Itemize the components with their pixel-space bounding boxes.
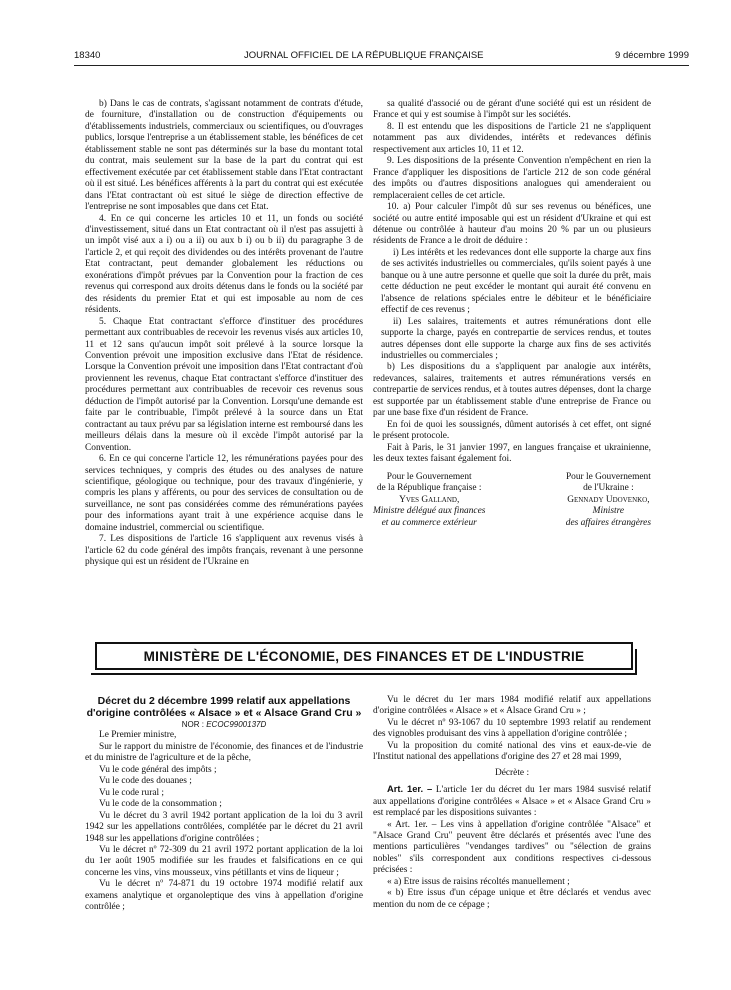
paragraph: b) Dans le cas de contrats, s'agissant notamment de contrats d'étude, de fourniture, d'installation ou de construction d'équipements ou d'établissements industriels, commerciaux ou scientifiques, ou d'ouvrages publics, lorsque l'entreprise a un établissement stable, les bénéfices de cet établissement stable ne sont pas déterminés sur la base du montant total du contrat, mais seulement sur la base de la part du contrat qui est effectivement exécutée par cet établissement stable dans l'Etat contractant où il est situé. Les bénéfices afférents à la part du contrat qui est exécutée dans l'Etat contractant où est situé le siège de direction effective de l'entreprise ne sont imposables que dans cet Etat.: [85, 99, 363, 213]
issue-date: 9 décembre 1999: [615, 50, 689, 61]
page-header: [74, 50, 689, 64]
protocol-right-column: [373, 99, 651, 529]
nor-label: NOR :: [181, 720, 204, 729]
article-1-item: « a) Etre issus de raisins récoltés manuellement ;: [387, 876, 570, 887]
paragraph: Vu le code général des impôts ;: [99, 764, 217, 775]
paragraph: 10. a) Pour calculer l'impôt dû sur ses revenus ou bénéfices, une société ou autre entité imposable qui est un résident d'Ukraine et qui est détenue ou contrôlée à hauteur d'au moins 20 % par un ou plusieurs résidents de France a le droit de déduire :: [373, 202, 651, 247]
paragraph: sa qualité d'associé ou de gérant d'une société qui est un résident de France et qui y est soumise à l'impôt sur les sociétés.: [373, 99, 651, 121]
article-1-text: L'article 1er du décret du 1er mars 1984 susvisé relatif aux appellations d'origine contrôlées « Alsace » et « Alsace Grand Cru » est remplacé par les dispositions suivantes :: [373, 785, 651, 819]
paragraph: 4. En ce qui concerne les articles 10 et 11, un fonds ou société d'investissement, situé dans un Etat contractant où il n'est pas assujetti à un impôt visé aux a i) ou a ii) ou aux b i) ou b ii) du paragraphe 3 de l'article 2, et qui reçoit des dividendes ou des intérêts provenant de l'autre Etat contractant, peut demander globalement les réductions ou exonérations d'impôt prévues par la Convention pour la fraction de ces revenus qui correspond aux droits détenus dans le fonds ou la société par des résidents du premier Etat et qui est imposable au nom de ces résidents.: [85, 213, 363, 316]
sub-item: i) Les intérêts et les redevances dont elle supporte la charge aux fins de ses activités industrielles ou commerciales, qu'ils soient payés à une banque ou à une autre personne et quelle que soit la durée du prêt, mais cette déduction ne peut excéder le montant qui aurait été convenu en l'absence de relations spéciales entre le débiteur et le bénéficiaire effectif de ces revenus ;: [381, 247, 651, 316]
header-rule: [74, 65, 689, 66]
paragraph: Vu le décret nº 93-1067 du 10 septembre 1993 relatif au rendement des vignobles produisant des vins à appellation d'origine contrôlée ;: [373, 717, 651, 740]
nor-reference: [85, 719, 363, 730]
article-1-quote: « Art. 1er. – Les vins à appellation d'origine contrôlée "Alsace" et "Alsace Grand Cru" peuvent être déclarés et présentés avec l'une des mentions particulières "vendanges tardives" ou "sélection de grains nobles" s'ils correspondent aux conditions respectives ci-dessous précisées :: [373, 819, 651, 876]
paragraph: Vu le décret du 1er mars 1984 modifié relatif aux appellations d'origine contrôlées « Alsace » et « Alsace Grand Cru » ;: [373, 695, 651, 717]
article-1: [373, 783, 651, 819]
signature-france: [373, 472, 485, 530]
signature-ukraine: [566, 472, 651, 530]
paragraph: 7. Les dispositions de l'article 16 s'appliquent aux revenus visés à l'article 62 du code général des impôts français, revenant à une personne physique qui est un résident de l'Ukraine en: [85, 534, 363, 568]
paragraph: 6. En ce qui concerne l'article 12, les rémunérations payées pour des services techniques, y compris des études ou des analyses de nature scientifique, géologique ou technique, pour des travaux d'ingénierie, y compris les plans y afférents, ou pour des services de consultation ou de surveillance, ne sont pas considérées comme des rémunérations payées pour des informations ayant trait à une expérience acquise dans le domaine industriel, commercial ou scientifique.: [85, 454, 363, 533]
paragraph: Vu le code de la consommation ;: [99, 799, 222, 810]
paragraph: Sur le rapport du ministre de l'économie, des finances et de l'industrie et du ministre de l'agriculture et de la pêche,: [85, 741, 363, 764]
article-1-item: « b) Etre issus d'un cépage unique et être déclarés et vendus avec mention du nom de ce cépage ;: [373, 888, 651, 910]
journal-title: JOURNAL OFFICIEL DE LA RÉPUBLIQUE FRANÇAISE: [244, 50, 484, 61]
decree-title: Décret du 2 décembre 1999 relatif aux appellations d'origine contrôlées « Alsace » et « Alsace Grand Cru »: [86, 695, 362, 719]
sig-line: Pour le Gouvernement: [565, 471, 651, 482]
signatory-name: Gennady Udovenko,: [567, 494, 650, 505]
sub-items: [373, 248, 651, 363]
paragraph: En foi de quoi les soussignés, dûment autorisés à cet effet, ont signé le présent protocole.: [373, 419, 651, 442]
paragraph: Vu le code rural ;: [99, 787, 165, 798]
paragraph: 5. Chaque Etat contractant s'efforce d'instituer des procédures permettant aux contribuables de recevoir les revenus visés aux articles 10, 11 et 12 sans qu'aucun impôt soit prélevé à la source lorsque la Convention prévoit une imposition exclusive dans l'Etat de résidence. Lorsque la Convention prévoit une imposition dans l'Etat contractant d'où proviennent les revenus, chaque Etat contractant s'efforce d'instituer des procédures permettant aux contribuables de recevoir ces revenus sous déduction de l'impôt autorisé par la Convention. Lorsqu'une demande est faite par le contribuable, l'impôt prélevé à la source dans un Etat contractant au taux prévu par sa législation interne est remboursé dans les meilleurs délais dans la mesure où il excède l'impôt autorisé par la Convention.: [85, 316, 363, 453]
sig-line: de l'Ukraine :: [583, 483, 634, 493]
signatory-role: Ministre: [592, 506, 625, 516]
signature-block: [373, 472, 651, 530]
paragraph: 9. Les dispositions de la présente Convention n'empêchent en rien la France d'appliquer les dispositions de l'article 212 de son code général des impôts ou d'autres dispositions analogues qui amenderaient ou remplaceraient celles de cet article.: [373, 156, 651, 201]
paragraph: Vu le décret nº 74-871 du 19 octobre 1974 modifié relatif aux examens analytique et organoleptique des vins à appellation d'origine contrôlée ;: [85, 879, 363, 913]
paragraph: Fait à Paris, le 31 janvier 1997, en langues française et ukrainienne, les deux textes faisant également foi.: [373, 442, 651, 465]
decree-right-column: [373, 695, 651, 911]
decrete-heading: Décrète :: [494, 767, 530, 778]
signatory-name: Yves Galland,: [399, 494, 460, 505]
ministry-title-box: [95, 642, 633, 670]
sig-line: Pour le Gouvernement: [386, 471, 472, 482]
paragraph: Vu la proposition du comité national des vins et eaux-de-vie de l'Institut national des appellations d'origine des 27 et 28 mai 1999,: [373, 740, 651, 763]
paragraph: Vu le décret du 3 avril 1942 portant application de la loi du 3 avril 1942 sur les appellations contrôlées, complétée par le décret du 21 avril 1948 sur les appellations d'origine contrôlées ;: [85, 810, 363, 844]
ministry-title: MINISTÈRE DE L'ÉCONOMIE, DES FINANCES ET DE L'INDUSTRIE: [143, 648, 585, 664]
paragraph: 8. Il est entendu que les dispositions de l'article 21 ne s'appliquent notamment pas aux dividendes, intérêts et redevances définis respectivement aux articles 10, 11 et 12.: [373, 121, 651, 155]
page-number: 18340: [74, 50, 101, 61]
signatory-role: Ministre délégué aux finances: [373, 506, 486, 516]
decree-left-column: [85, 695, 363, 914]
sig-line: de la République française :: [376, 483, 482, 493]
paragraph: Le Premier ministre,: [99, 730, 177, 741]
article-1-label: Art. 1er. –: [387, 783, 433, 795]
signatory-role: des affaires étrangères: [565, 517, 651, 528]
paragraph: b) Les dispositions du a s'appliquent par analogie aux intérêts, redevances, salaires, traitements et autres rémunérations versés en contrepartie de services rendus, et à toutes autres dépenses, dont la charge est supportée par un établissement stable d'une entreprise de France ou par une base fixe d'un résident de France.: [373, 362, 651, 419]
paragraph: Vu le décret nº 72-309 du 21 avril 1972 portant application de la loi du 1er août 1905 modifiée sur les fraudes et falsifications en ce qui concerne les vins, vins mousseux, vins pétillants et vins de liqueur ;: [85, 844, 363, 878]
paragraph: Vu le code des douanes ;: [99, 776, 192, 787]
nor-code: ECOC9900137D: [206, 720, 267, 729]
signatory-role: et au commerce extérieur: [381, 517, 477, 528]
sub-item: ii) Les salaires, traitements et autres rémunérations dont elle supporte la charge, payés en contrepartie de services rendus, et toutes autres dépenses dont elle supporte la charge aux fins de ses activités industrielles ou commerciales ;: [381, 316, 651, 361]
protocol-left-column: [85, 99, 363, 569]
